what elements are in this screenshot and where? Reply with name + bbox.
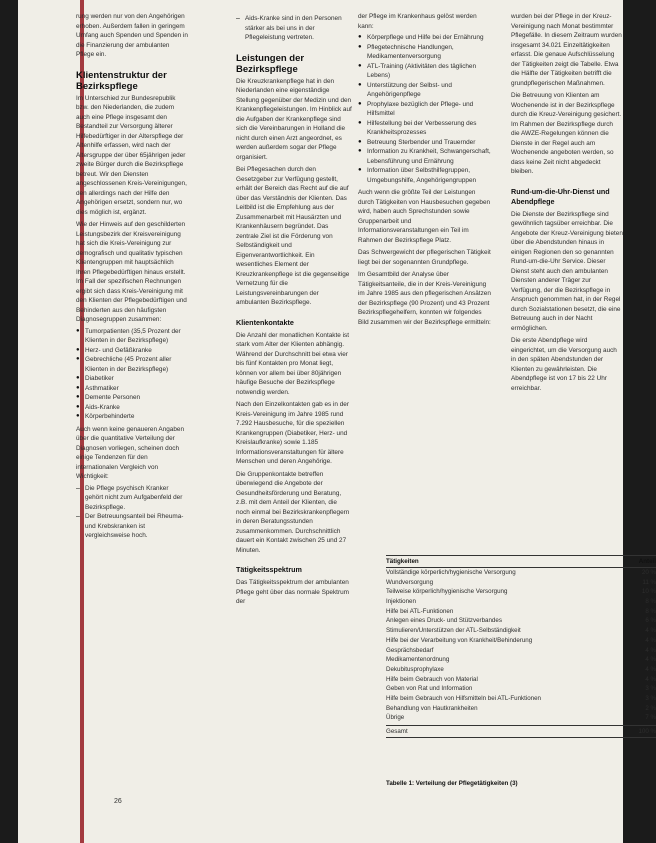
table-cell-label: Vollständige körperlich/hygienische Versorgung xyxy=(386,569,516,576)
paragraph: Nach den Einzelkontakten gab es in der Kreis-Vereinigung im Jahre 1985 rund 7.292 Hausbesuche, für die speziellen Krankengruppen (Diabetiker, Herz- und Kreislaufkranke) sowie 1.185 Informationsveranstaltungen für ältere Menschen und deren Angehörige. xyxy=(236,401,349,465)
column-3 xyxy=(358,12,493,327)
table-row xyxy=(386,578,656,588)
list-item: ● Körperpflege und Hilfe bei der Ernährung xyxy=(367,33,493,43)
list-item: – Die Pflege psychisch Kranker gehört nicht zum Aufgabenfeld der Bezirkspflege. xyxy=(85,484,188,513)
table-cell-value: 8 % xyxy=(645,607,656,615)
table-row xyxy=(386,704,656,714)
paragraph: rung werden nur von den Angehörigen erhoben. Außerdem fallen in geringem Umfang auch Spenden und Spenden in die Finanzierung der ambulanten Pflege ein. xyxy=(76,13,188,58)
table-cell-label: Hilfe bei der Verarbeitung von Krankheit/Behinderung xyxy=(386,636,533,644)
paragraph: Im Unterschied zur Bundesrepublik bzw. den Niederlanden, die zudem auch eine Pflege insgesamt den Bestandteil zur Versorgung älterer Hilfebedürftiger in der Alterspflege der Altenhilfe erfassen, wird nach der Altersgruppe der über 65jährigen jeder zweite Bürger durch die Bezirkspflege betreut. Wir den Diensten angeschlossenen Kreis-Vereinigungen, den allerdings nach der Hilfe den Angehörigen ersetzt, sondern nur, wo dies möglich ist, ergänzt. xyxy=(76,94,187,216)
list-item: ● Gebrechliche (45 Prozent aller Klienten in der Bezirkspflege) xyxy=(85,355,188,374)
paragraph: Wie der Hinweis auf den geschilderten Leistungsbezirk der Kreisvereinigung hat sich die Kreis-Vereinigung zur demografisch und qualitativ typischen Klientengruppen mit hauptsächlich Ihren Pflegebedürftigen hinaus erstellt. Im Fall der spezifischen Rechnungen ergibt sich dass Kreis-Vereinigung mit den Klienten der Pflegebedürftigen und Behinderten aus den häufigsten Diagnosegruppen zusammen: xyxy=(76,221,187,323)
paragraph: Die Anzahl der monatlichen Kontakte ist stark vom Alter der Klienten abhängig. Während der Durchschnitt bei etwa vier bis fünf Kontakten pro Monat liegt, können vor allem bei über 80jährigen häufige Besuche der Bezirkspflege notwendig werden. xyxy=(236,331,349,396)
table-total-row xyxy=(386,725,656,738)
table-header-activities: Tätigkeiten xyxy=(386,558,419,565)
table-row xyxy=(386,568,656,578)
table-cell-label: Gesprächsbedarf xyxy=(386,646,434,654)
table-cell-value: 4 % xyxy=(645,675,656,683)
table-cell-label: Medikamentenordnung xyxy=(386,656,450,664)
table-row xyxy=(386,597,656,607)
paragraph: wurden bei der Pflege in der Kreuz-Vereinigung nach Monat bestimmter Pflegefälle. In diesem Zeitraum wurden insgesamt 34.021 Einzeltätigkeiten erfasst. Die genaue Aufschlüsselung der Tätigkeiten zeigt die Tabelle. Etwa die Hälfte der Tätigkeiten betrifft die grundpflegerischen Maßnahmen. xyxy=(511,13,622,87)
table-header xyxy=(386,555,656,568)
column-1 xyxy=(76,12,188,543)
table-row xyxy=(386,587,656,597)
table-row xyxy=(386,665,656,675)
table-cell-value: 20 % xyxy=(641,569,656,576)
table-row xyxy=(386,713,656,723)
paragraph: Die Gruppenkontakte betreffen überwiegend die Angebote der Gesundheitsförderung und Beratung, z.B. mit dem Anteil der Klienten, die noch einmal bei Bezirkskrankenpflegern in deren Beratungsstunden zusammenkommen. Durchschnittlich dauert ein Kontakt zwischen 25 und 27 Minuten. xyxy=(236,470,350,554)
list-item: ● Hilfestellung bei der Verbesserung des Krankheitsprozesses xyxy=(367,119,493,138)
section-heading: Leistungen der Bezirkspflege xyxy=(236,52,305,75)
list-item: ● Herz- und Gefäßkranke xyxy=(85,346,188,356)
table-cell-value: 7 % xyxy=(645,714,656,722)
list-item: ● Betreuung Sterbender und Trauernder xyxy=(367,138,493,148)
subsection-heading: Tätigkeitsspektrum xyxy=(236,565,302,574)
table-cell-value: 6 % xyxy=(645,617,656,625)
table-row xyxy=(386,616,656,626)
paragraph: Die Dienste der Bezirkspflege sind gewöhnlich tagsüber erreichbar. Die Angebote der Kreuz-Vereinigung bieten über die Abendstunden hinaus in einigen Regionen den so genannten Rund-um-die-Uhr Service. Dieser Dienst steht auch den ambulanten Diensten anderer Träger zur Verfügung, der die Bezirkspflege in Anspruch genommen hat, in der Regel durch Sozialstationen besetzt, die eine Betreuung auch in der Nacht ermöglichen. xyxy=(511,210,623,332)
table-row xyxy=(386,646,656,656)
list-item: – Der Betreuungsanteil bei Rheuma- und Krebskranken ist vergleichsweise hoch. xyxy=(85,512,188,541)
table-header-share: Anteil xyxy=(638,558,656,565)
table-cell-value: 4 % xyxy=(645,656,656,664)
column-2 xyxy=(236,12,352,607)
paragraph: Bei Pflegesachen durch den Gesetzgeber zur Verfügung gestellt, erhält der Bereich das Recht auf die auf über das Verständnis der Klienten. Das Leitbild ist die Empfehlung aus der Zusammenarbeit mit Hausärzten und Krankenhäusern begründet. Das zentrale Ziel ist die Förderung von Selbständigkeit und Eigenverantwortlichkeit. Ein wesentliches Element der Kreuzkrankenpflege ist die gegenseitige Vernetzung für die Leistungsvereinbarungen der ambulanten Bezirkspflege. xyxy=(236,166,350,306)
table-cell-label: Dekubitusprophylaxe xyxy=(386,665,444,673)
section-heading: Klientenstruktur der Bezirkspflege xyxy=(76,69,167,92)
table-row xyxy=(386,626,656,636)
activities-table xyxy=(386,555,656,755)
paragraph: Die Kreuzkrankenpflege hat in den Niederlanden eine eigenständige Stellung gegenüber der Medizin und den Krankenpflegeleistungen. Im Hinblick auf die Aufgaben der Krankenpflege sind sich die Vereinbarungen in Holland die nicht durch einen Arzt angeordnet, es werden außerdem sogar der Pflege organisiert. xyxy=(236,77,352,161)
list-item: ● ATL-Training (Aktivitäten des täglichen Lebens) xyxy=(367,62,493,81)
table-total-label: Gesamt xyxy=(386,728,408,735)
dash-list xyxy=(236,14,352,43)
table-cell-label: Geben von Rat und Information xyxy=(386,685,473,693)
table-cell-value: 2 % xyxy=(645,704,656,712)
table-cell-label: Wundversorgung xyxy=(386,578,434,586)
table-cell-value: 3 % xyxy=(645,685,656,693)
table-cell-label: Hilfe bei ATL-Funktionen xyxy=(386,607,454,615)
paragraph: der Pflege im Krankenhaus gelöst werden kann: xyxy=(358,13,477,30)
subsection-heading: Rund-um-die-Uhr-Dienst und Abendpflege xyxy=(511,186,610,206)
table-cell-label: Teilweise körperlich/hygienische Versorgung xyxy=(386,588,508,596)
table-cell-value: 3 % xyxy=(645,694,656,702)
list-item: ● Tumorpatienten (35,5 Prozent der Klienten in der Bezirkspflege) xyxy=(85,327,188,346)
table-cell-label: Hilfe beim Gebrauch von Material xyxy=(386,675,478,683)
bullet-list xyxy=(76,327,188,422)
paragraph: Die Betreuung von Klienten am Wochenende ist in der Bezirkspflege durch die Kreuz-Vereinigung gesichert. Im Rahmen der Bezirkspflege durch die AWZE-Regelungen können die Dienste in der Regel auch am Wochenende angeboten werden, so dass keine Zeit nicht abgedeckt bleiben. xyxy=(511,92,622,175)
list-item: – Aids-Kranke sind in den Personen stärker als bei uns in der Pflegeleistung vertreten. xyxy=(245,14,352,43)
table-total-value: 100 % xyxy=(638,728,656,735)
table-cell-label: Übrige xyxy=(386,714,405,722)
table-row xyxy=(386,675,656,685)
list-item: ● Unterstützung der Selbst- und Angehörigenpflege xyxy=(367,81,493,100)
list-item: ● Diabetiker xyxy=(85,374,188,384)
list-item: ● Information zu Krankheit, Schwangerschaft, Lebensführung und Ernährung xyxy=(367,147,493,166)
table-cell-label: Behandlung von Hautkrankheiten xyxy=(386,704,478,712)
column-4 xyxy=(511,12,623,393)
table-cell-value: 8 % xyxy=(645,598,656,606)
list-item: ● Asthmatiker xyxy=(85,384,188,394)
list-item: ● Körperbehinderte xyxy=(85,412,188,422)
table-row xyxy=(386,655,656,665)
book-page xyxy=(18,0,656,843)
paragraph: Auch wenn keine genaueren Angaben über die quantitative Verteilung der Diagnosen vorliegen, scheinen doch einige Tendenzen für den internationalen Vergleich von Wichtigkeit: xyxy=(76,425,185,480)
paragraph: Die erste Abendpflege wird eingerichtet, um die Versorgung auch in den späten Abendstunden der Klienten zu gewährleisten. Die Abendpflege ist von 17 bis 22 Uhr erreichbar. xyxy=(511,337,617,392)
paragraph: Das Tätigkeitsspektrum der ambulanten Pflege geht über das normale Spektrum der xyxy=(236,579,349,605)
list-item: ● Aids-Kranke xyxy=(85,403,188,413)
table-cell-label: Stimulieren/Unterstützen der ATL-Selbständigkeit xyxy=(386,627,521,635)
paragraph: Das Schwergewicht der pflegerischen Tätigkeit liegt bei der sogenannten Grundpflege. xyxy=(358,249,491,266)
table-cell-value: 4 % xyxy=(645,646,656,654)
bullet-list xyxy=(358,33,493,185)
table-caption: Tabelle 1: Verteilung der Pflegetätigkeiten (3) xyxy=(386,780,518,787)
table-row xyxy=(386,684,656,694)
table-row xyxy=(386,694,656,704)
table-cell-value: 10 % xyxy=(641,588,656,596)
table-cell-label: Anlegen eines Druck- und Stützverbandes xyxy=(386,617,502,625)
table-cell-value: 4 % xyxy=(645,665,656,673)
table-cell-value: 11 % xyxy=(642,578,656,586)
list-item: ● Pflegetechnische Handlungen, Medikamentenversorgung xyxy=(367,43,493,62)
list-item: ● Prophylaxe bezüglich der Pflege- und Hilfsmittel xyxy=(367,100,493,119)
subsection-heading: Klientenkontakte xyxy=(236,317,294,327)
table-cell-value: 4 % xyxy=(645,627,656,635)
paragraph: Im Gesamtbild der Analyse über Tätigkeitsanteile, die in der Kreis-Vereinigung im Jahre 1985 aus den pflegerischen Ansätzen der Bezirkspflege (90 Prozent) und 43 Prozent Bezirkspflegehelfern, konnten wir folgendes Bild zusammen wir der Bezirkspflege ermitteln: xyxy=(358,271,491,326)
table-row xyxy=(386,636,656,646)
table-cell-label: Injektionen xyxy=(386,598,416,606)
paragraph: Auch wenn die größte Teil der Leistungen durch Tätigkeiten von Hausbesuchen gegeben wird, haben auch Sprechstunden sowie Gruppenarbeit und Informationsveranstaltungen ein Teil im Rahmen der Bezirkspflege Platz. xyxy=(358,189,491,244)
table-cell-value: 4 % xyxy=(645,636,656,644)
page-number: 26 xyxy=(114,798,122,805)
table-cell-label: Hilfe beim Gebrauch von Hilfsmitteln bei ATL-Funktionen xyxy=(386,694,541,702)
table-row xyxy=(386,607,656,617)
dash-list xyxy=(76,484,188,541)
list-item: ● Demente Personen xyxy=(85,393,188,403)
list-item: ● Information über Selbsthilfegruppen, Umgebungshilfe, Angehörigengruppen xyxy=(367,166,493,185)
